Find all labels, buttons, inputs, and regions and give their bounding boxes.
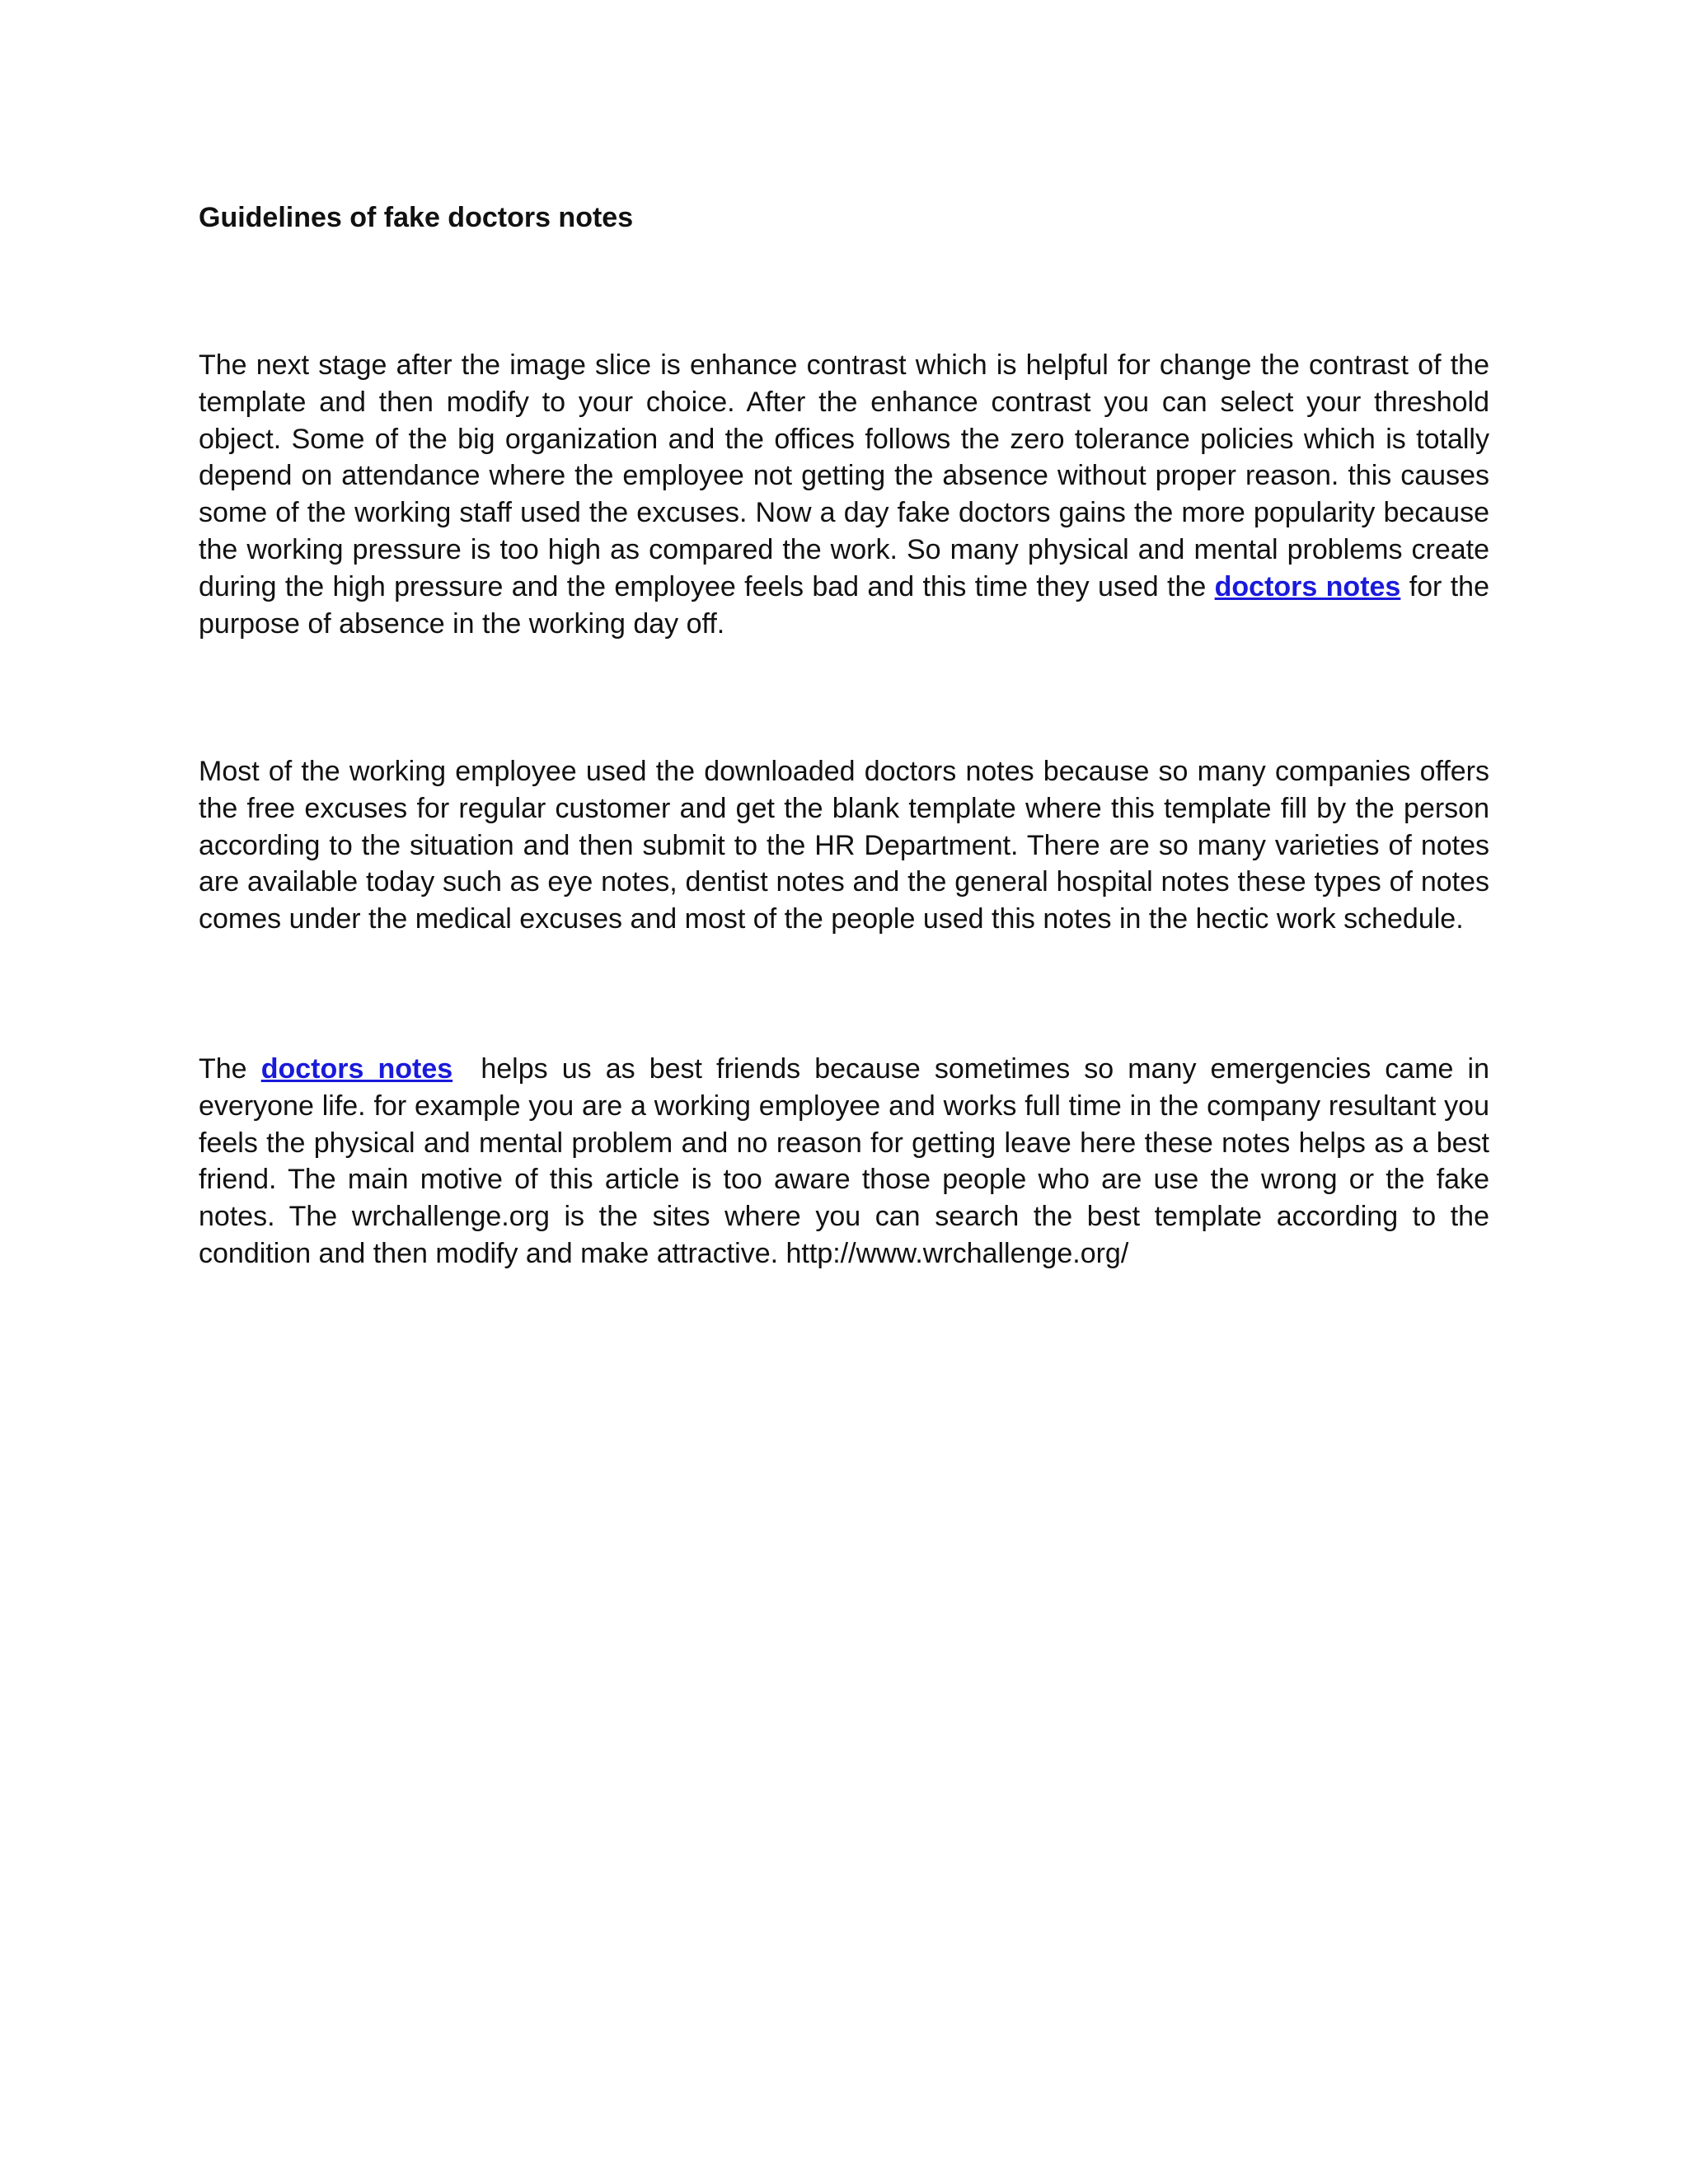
paragraph-3-text-end: helps us as best friends because sometimes so many emergencies came in everyone life. for example you are a working employee and works full time in the company resultant you feels the physical and mental problem and no reason for getting leave here these notes helps as a best friend. The main motive of this article is too aware those people who are use the wrong or the fake notes. The wrchallenge.org is the sites where you can search the best template according to the condition and then modify and make attractive. http://www.wrchallenge.org/ [199, 1053, 1498, 1269]
paragraph-3 [199, 1051, 1498, 1272]
paragraph-2: Most of the working employee used the downloaded doctors notes because so many companies offers the free excuses for regular customer and get the blank template where this template fill by the person according to the situation and then submit to the HR Department. There are so many varieties of notes are available today such as eye notes, dentist notes and the general hospital notes these types of notes comes under the medical excuses and most of the people used this notes in the hectic work schedule. [199, 756, 1489, 935]
paragraph-3-text-start: The [199, 1053, 261, 1085]
document-title: Guidelines of fake doctors notes [199, 202, 634, 233]
paragraph-1-text-start: The next stage after the image slice is enhance contrast which is helpful for change the contrast of the template and then modify to your choice. After the enhance contrast you can select your threshold object. Some of the big organization and the offices follows the zero tolerance policies which is totally depend on attendance where the employee not getting the absence without proper reason. this causes some of the working staff used the excuses. Now a day fake doctors gains the more popularity because the working pressure is too high as compared the work. So many physical and mental problems create during the high pressure and the employee feels bad and this time they used the [199, 349, 1489, 602]
doctors-notes-link-2[interactable]: doctors notes [260, 1053, 453, 1085]
doctors-notes-link-1[interactable]: doctors notes [1214, 570, 1401, 602]
paragraph-1-text-end: for the purpose of absence in the working day off. [199, 570, 1489, 640]
paragraph-1 [199, 347, 1489, 642]
